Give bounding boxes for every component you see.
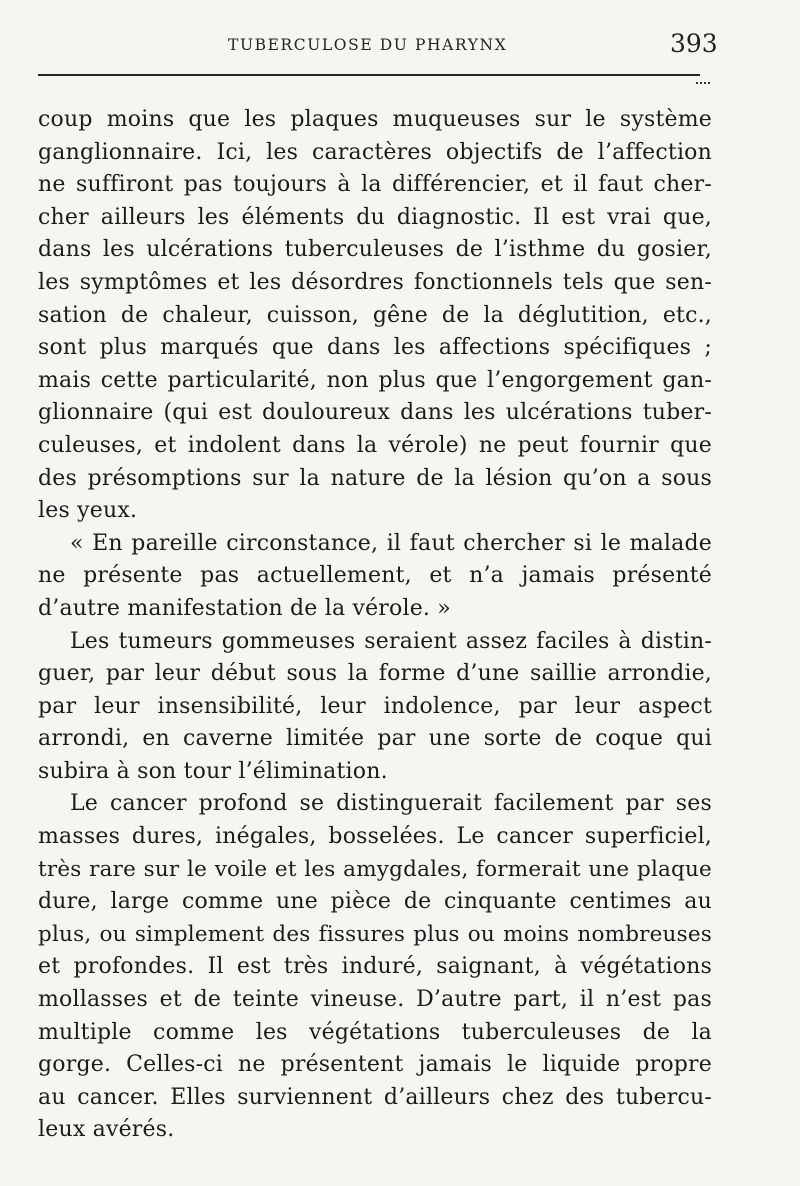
text-line: arrondi, en caverne limitée par une sorte de coque qui xyxy=(38,726,712,752)
text-line: dans les ulcérations tuberculeuses de l’isthme du gosier, xyxy=(38,237,712,263)
running-head: TUBERCULOSE DU PHARYNX xyxy=(228,36,508,54)
text-line: par leur insensibilité, leur indolence, par leur aspect xyxy=(38,693,712,719)
text-line: ne suffiront pas toujours à la différencier, et il faut cher- xyxy=(38,172,712,198)
text-line: sation de chaleur, cuisson, gêne de la déglutition, etc., xyxy=(38,302,712,328)
text-line: Les tumeurs gommeuses seraient assez faciles à distin- xyxy=(70,628,712,654)
text-line: plus, ou simplement des fissures plus ou moins nombreuses xyxy=(38,921,712,947)
text-line: cher ailleurs les éléments du diagnostic. Il est vrai que, xyxy=(38,204,712,230)
text-line: les yeux. xyxy=(38,498,138,524)
text-line: ne présente pas actuellement, et n’a jamais présenté xyxy=(38,563,712,589)
text-line: masses dures, inégales, bosselées. Le cancer superficiel, xyxy=(38,824,712,850)
text-line: des présomptions sur la nature de la lésion qu’on a sous xyxy=(38,465,712,491)
header-rule-ornament xyxy=(696,82,710,87)
text-line: d’autre manifestation de la vérole. » xyxy=(38,595,451,621)
text-line: glionnaire (qui est douloureux dans les ulcérations tuber- xyxy=(38,400,712,426)
text-line: culeuses, et indolent dans la vérole) ne peut fournir que xyxy=(38,432,712,458)
text-line: leux avérés. xyxy=(38,1117,175,1143)
text-line: mais cette particularité, non plus que l’engorgement gan- xyxy=(38,367,712,393)
text-line: dure, large comme une pièce de cinquante centimes au xyxy=(38,889,712,915)
text-line: gorge. Celles-ci ne présentent jamais le liquide propre xyxy=(38,1052,712,1078)
text-line: très rare sur le voile et les amygdales, formerait une plaque xyxy=(38,856,712,882)
text-line: mollasses et de teinte vineuse. D’autre part, il n’est pas xyxy=(38,987,712,1013)
text-line: multiple comme les végétations tuberculeuses de la xyxy=(38,1019,712,1045)
text-line: au cancer. Elles surviennent d’ailleurs chez des tubercu- xyxy=(38,1084,712,1110)
text-line: sont plus marqués que dans les affections spécifiques ; xyxy=(38,335,712,361)
text-line: et profondes. Il est très induré, saignant, à végétations xyxy=(38,954,712,980)
text-line: ganglionnaire. Ici, les caractères objectifs de l’affection xyxy=(38,139,712,165)
text-line: « En pareille circonstance, il faut chercher si le malade xyxy=(70,530,712,556)
text-line: guer, par leur début sous la forme d’une saillie arrondie, xyxy=(38,661,712,687)
text-line: subira à son tour l’élimination. xyxy=(38,758,388,784)
text-line: les symptômes et les désordres fonctionnels tels que sen- xyxy=(38,269,712,295)
header-rule xyxy=(38,74,700,76)
text-line: Le cancer profond se distinguerait facilement par ses xyxy=(70,791,712,817)
page-number: 393 xyxy=(670,29,718,58)
body-text xyxy=(38,104,712,1147)
text-line: coup moins que les plaques muqueuses sur le système xyxy=(38,107,712,132)
